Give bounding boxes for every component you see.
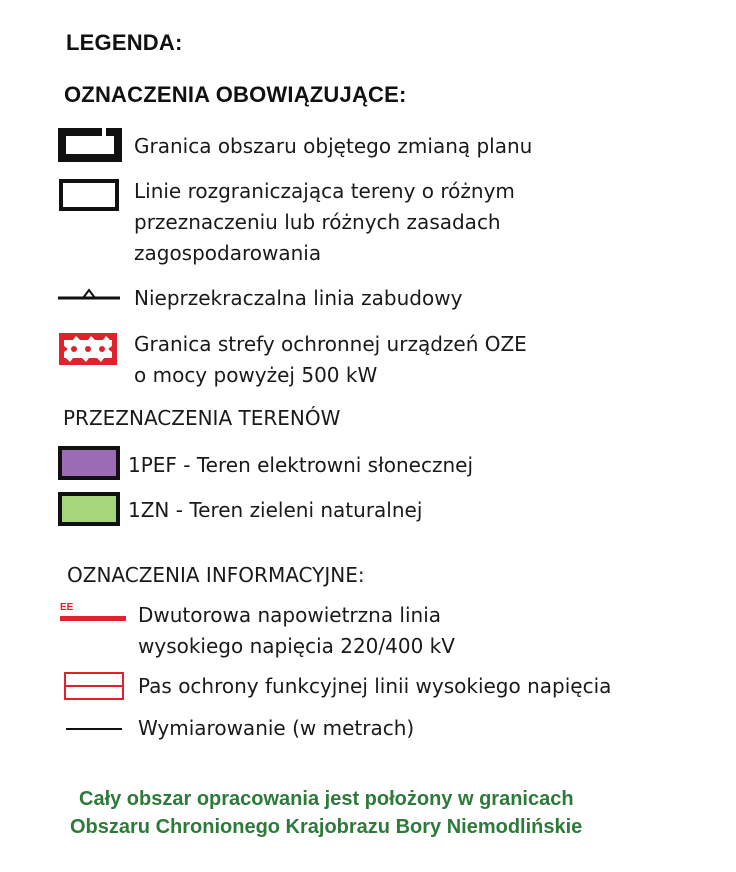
zn-swatch <box>58 492 120 526</box>
protection-strip-label: Pas ochrony funkcyjnej linii wysokiego napięcia <box>138 674 612 698</box>
power-line-icon-label: EE <box>60 602 74 613</box>
dimension-line-label: Wymiarowanie (w metrach) <box>138 716 415 740</box>
plan-change-boundary-icon <box>58 128 122 162</box>
binding-section-title: OZNACZENIA OBOWIĄZUJĄCE: <box>64 82 407 107</box>
demarcation-line-label-1: Linie rozgraniczająca tereny o różnym <box>134 179 515 203</box>
land-use-title: PRZEZNACZENIA TERENÓW <box>63 406 341 430</box>
building-line-icon <box>58 286 120 306</box>
oze-protection-zone-label-1: Granica strefy ochronnej urządzeń OZE <box>134 332 527 356</box>
zn-label: 1ZN - Teren zieleni naturalnej <box>128 498 423 522</box>
power-line-label-1: Dwutorowa napowietrzna linia <box>138 603 442 627</box>
plan-change-boundary-label: Granica obszaru objętego zmianą planu <box>134 134 533 158</box>
demarcation-line-label-2: przeznaczeniu lub różnych zasadach <box>134 210 501 234</box>
pef-label: 1PEF - Teren elektrowni słonecznej <box>128 453 474 477</box>
demarcation-line-icon <box>58 178 120 212</box>
building-line-label: Nieprzekraczalna linia zabudowy <box>134 286 463 310</box>
power-line-label-2: wysokiego napięcia 220/400 kV <box>138 634 455 658</box>
legend-title: LEGENDA: <box>66 30 183 55</box>
oze-protection-zone-icon <box>58 332 118 366</box>
pef-swatch <box>58 446 120 480</box>
dimension-line-icon <box>66 726 122 732</box>
oze-protection-zone-label-2: o mocy powyżej 500 kW <box>134 363 378 387</box>
demarcation-line-label-3: zagospodarowania <box>134 241 322 265</box>
power-line-icon <box>60 600 126 624</box>
protection-strip-icon <box>64 672 124 700</box>
protected-area-note-line-2: Obszaru Chronionego Krajobrazu Bory Niemodlińskie <box>70 816 583 838</box>
protected-area-note-line-1: Cały obszar opracowania jest położony w granicach <box>79 788 574 810</box>
info-section-title: OZNACZENIA INFORMACYJNE: <box>67 563 365 587</box>
